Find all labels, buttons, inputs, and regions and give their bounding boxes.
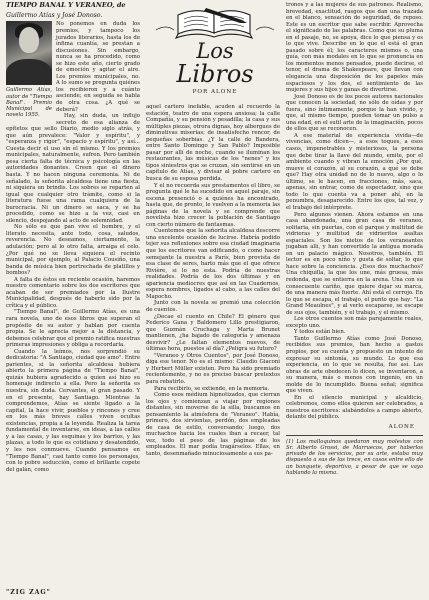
body-paragraph: Junto con la novela se premió una colección de cuentos. xyxy=(146,300,280,313)
footnote-divider xyxy=(286,435,423,436)
column-1 xyxy=(6,2,140,590)
column-3 xyxy=(286,2,423,588)
portrait-caption: Guillermo Atías, autor de "Tiempo Banal". Premio Municipal de novela 1955. xyxy=(6,87,52,119)
body-paragraph: En el silencio municipal y alcaldicio, celebremos, como ellos quieren ser celebrados, a nuestros escritores: alabándolos a campo abierto, delante del público. xyxy=(286,394,423,421)
article-kicker: TIEMPO BANAL Y VERANEO, de xyxy=(6,2,126,9)
body-paragraph: Los otros cuentos son más parejamente reales, excepto uno. xyxy=(286,316,423,329)
title-line-1: Los xyxy=(196,39,234,63)
section-title xyxy=(148,40,282,100)
body-paragraph: A falta de éstos en reciente ocasión, haremos nuestro comentario sobre los dos escritores que acaban de ser premiados por la Ilustre Municipalidad, después de haberlo sido por la crítica y el público. xyxy=(6,276,140,309)
footnote: (1) Los malloquinos quedaron muy molestos con Sr. Alberto Grossi, de Marruecos, por haberlos privado de los servicios, por su arte, estaba muy dispuesto a sus de los trece, en casos entre ello de un banquete, deportivo, a pesar de que se vaya hablando la misma. xyxy=(286,438,423,477)
body-paragraph: Tanto Guillermo Atías como José Donoso, recibidos sus premios, han hecho a gastos propios, por su cuenta y propuesto un intento de expresar su sintonía, su mundo. Lo que esa experiencia, en lo que se resulta, fue así. Las obras de arte obedecen lo dicen, se inventaron, a su manera, más o menos con ingenio, en un molde de lo incumplido. Buena señal; significa que viven. xyxy=(286,335,423,395)
body-paragraph: A ese material de experiencia vivida—de vivencias, como dicen—, a esos toques, a esos casos, impenetrables y misteriosos, la persona que debe tirar la llave del mundo, emite, por el ambiente cuando y vibran la emoción ¿Por qué, mueve el corazón, al su corazón, a qué se debe que? Hay otra unidad no de lo nuevo, algo o lo último, se le hacen, en fracciones, más, saca, apenas, sin entrar, como de espectador, sino que todo lo que cuenta va a poner ahí, en la penumbra, desaparecido. Entre los ojos, tal vez, y el trabajo del intérprete. xyxy=(286,132,423,211)
body-paragraph: ¿Decae el cuento en Chile? El género que Federico Gana y Baldomero Lillo prestigiaron, que Guzmán Cruchaga y Marta Brunet mantienen, ¿ha bajado de categoría y amenaza desvivir? ¿Le faltan elementos nuevos, de últimas hora, puestos al día? ¿Peligra su futuro? xyxy=(146,313,280,353)
article-kicker-authors: Guillermo Atías y José Donoso. xyxy=(6,12,103,20)
magazine-name-footer: "ZIG ZAG" xyxy=(6,589,51,596)
body-paragraph: "Veraneo y Otros Cuentos", por José Donoso, diga ese tenor. No es el mismo: Claudio Giaconi y Herbert Müller existen. Pero ha sido premiado recientemente, y no es preciso buscar pretextos para rebatirlo. xyxy=(146,352,280,385)
author-portrait-block xyxy=(6,21,52,118)
byline: POR ALONE xyxy=(192,89,238,95)
body-paragraph: No sólo es que pan vive el hombre, y el literato necesita, ante todo, cosa, saludos, reverencia. No deseamos, ciertamente, la adulación; pero al lo otro falta, arraiga el celo. ¿Por qué no se lleva siquiera el recinto municipal, por ejemplo, al Palacio Cousiño, una banda de música bien pertrechada de platillos y bombos? xyxy=(6,224,140,277)
open-book-ornament-icon xyxy=(148,4,282,44)
body-paragraph: Como esos médium hipnotizados, que cierran los ojos y comienzan a viajar por regiones distantes, sin moverse de la silla, buscamos en pensamiento la atmósfera de "Veraneo". Había, primero, dos sirvientas, perdón, dos empleadas de casa de estilo, conversando; luego, dos muchachos hacia los cuales iban a recaer, tal vez, todo el peso de las páginas de los empleados. El mar podía tragárselos. Ellas, en tanto, desenmañado minuciosamente a sus pa- xyxy=(146,392,280,457)
body-paragraph: aquel cartero inefable, acuden al recuerdo la estación, teatro de una espera ansiosa; la calle Compañía, y su pensión y pesadilla; la casa y sus múltiples piezas, otrora dignas, hoy albergues de diminutivas miserias; de insatisfecho rencor, de pequeñas soberbias. ¿Y la calle de Bandera, entre Santo Domingo y San Pablo? Imposible pasar por allí de noche, cuando se iluminan los restaurantes, las músicas de los "nenes" y los tipos siniestros que se cruzan, sin sentirse en un capítulo de Atías, y divisar al pobre cartero en busca de su esposa perdida. xyxy=(146,104,280,183)
body-paragraph: José Donoso es de los pocos autores nacionales que conocen la sociedad, no sólo de oídas y por fuera, sino íntimamente, porque la han vivido, y que, al mismo tiempo, pueden tomar un pulso a una edad, en el sutil arte de la imaginación, pocos de ellos que se reconocen. xyxy=(286,93,423,133)
author-signature: ALONE xyxy=(388,424,415,430)
body-paragraph: Hay, sin duda, un influjo secreto de esa alianza de epítetos que sello Diario, medio siglo atrás, y que aún prevalece: "Valor y espíritu", y "esperanza y rigor", "espacio y espíritu", y así... Cuesta decir el uso sin el mismo. Y los premios municipales, naturalmente, sufren. Pero también pesa cierta falta de técnica y psicología en las autoridades donantes. Creen que el dinero basta. Y no hacen ninguna ceremonia. Ni de señalado, la señorita alcaldesa tiene una fiesta, ni siquiera un brindis. Los sobres se reparten al igual que cualquier otro trámite, como si la literatura fuese una rama cualquiera de la burocracia. Ni un dinero se saca, y se ha procedido, como se hizo a la vez, casi en silencio, despojando al acto de solemnidad. xyxy=(6,113,140,224)
body-paragraph: "Tiempo Banal", de Guillermo Atías, es una rara novela, uno de esos libros que superan el propósito de su autor y hablan por cuenta propia. Se le aprecia mejor a la distancia, y debemos celebrar que el premio ratifica nuestras primeras impresiones y obliga a recordarla. xyxy=(6,309,140,349)
column-2 xyxy=(146,104,280,588)
body-paragraph: Y el no recuerda sus prestamentos el libro, se pregunta qué le ha sucedido en aquel paraje, sin escena presenció o a quiénes ha encontrado, hasta que, de pronto, le vuelven a la memoria las páginas de la novela y se comprende que novelista hizo crecer la población de Santiago con cierto número de fantasmas. xyxy=(146,182,280,228)
body-paragraph: tronos y a las mujeres de sus patrones. Realismo, brevedad, exactitud, rasgos que dan una trazada en el blanco, sensación de seguridad, de reposo. Este es un escritor que sabe escribir. Aprovecha el significado de las palabras. Como que su pluma en el pasaje, no, se apoya, dice lo que piensa y es lo que vive. Describe en lo que el está el gran pasado sobre él; los caracteres mismos o, una guía, con más modales en lo que se pronuncia en los momentos menos pensados, puede decirse, el tenor, el drama de Shakespeare, que llevan con elegancia una disposición de los papeles más espaciosos y los dos, el sentimiento de las mujeres y sus hijos y ganas de divertirse. xyxy=(286,2,423,94)
author-portrait-photo xyxy=(6,21,52,85)
body-paragraph: Para recibirlo, se extiende, en la memoria. xyxy=(154,385,270,392)
intro-paragraph: No ponemos en duda los premios, y tampoco los jurados literarios, hasta los de ínfima cuantía, se prestan a discusiones. Sin embargo, nunca se ha procedido, como se hizo este año, cierto grado de emoción y agitar el aire. Los premios municipales, no. A lo sumo se pregunta quiénes los recibieron y a cuánto asciende; en seguida se habla de otra cosa. ¿A qué se deberá? xyxy=(56,21,140,113)
body-paragraph: Y todos están bien. xyxy=(294,329,346,336)
body-paragraph: Cuando la leímos, nos sorprendió su dedicatoria: "A Santiago, ciudad que amo". Entre parientes, si la señorita alcaldesa hubiera abierto la primera página de "Tiempo Banal", quizás hubiera agradecido a quien así hizo su homenaje indirecto a ella. Pero la señorita es nuestra, sin duda. Cervantes, el gran pasado. Y en el presente, hay Santiago. Mientras la comprendemos, Atías se siente ligado a la capital, la hace vivir, pueblos y rincones y cree en los más breves calles viven ocultas existencias, propia a la leyenda. Realiza la tarea fundamental de inventarse, en ideas, a las calles y a las casas, y las esquinas y los barrios, y las plazas, a todo lo que es cotidiano y desatendido, y les nos conmueve. Cuando pensamos en "Tiempo Banal", casi tanto como los personajes, con lo pobre seducción, como el brillante copete del galán, como xyxy=(6,348,140,473)
body-paragraph: Cuentemos que la señorita alcaldesa descorre una excelente ocasión de lucirse. Habría podido tejer sus reflexiones sobre esa ciudad imaginaria que los escritores van edificando, o como hacer semejante la nuestra a París, bien provista de esa clase de seres, harto más que el que ofrece Rivière, si lo no esta. Podría de nuestras realidades. Podría de los dos últimas y en apariencia mediocres que así en las Cuadernos, espera nombres, ligados al cabo, a las calles del Mapocho. xyxy=(146,228,280,300)
body-paragraph: Pero algunos vienen. Ahora estamos en una casa abandonada, una gran casa de veraneo, solitaria, sin puertas, con el parque y multitud de vidrieras y multitud de vidrieritos asaltas espaciales. Son los nietos de los veraneantes jugaban allí, y han convertido la antigua morada en un palacio mágico. Nosotros, también. El lector es en poco niño y gusta de soltar, lo que hace sobre la conciencia. ¿Esos dos muchachos? Una chiquilla, la que los une, más gruesa, más redonda, que se entierra en la arena. Una con su consecuente cariño, que quiere dejar su marca, de una manera más fuerte. Ahí está el cerrojo. En lo que se escapa, el trabajo, el punto que hay: "La Grand Meaulnes", y al verlo escaparse, se escape de sus ojos, también, y el trabajo, y el mismo. xyxy=(286,211,423,316)
title-line-2: Libros xyxy=(176,60,254,88)
